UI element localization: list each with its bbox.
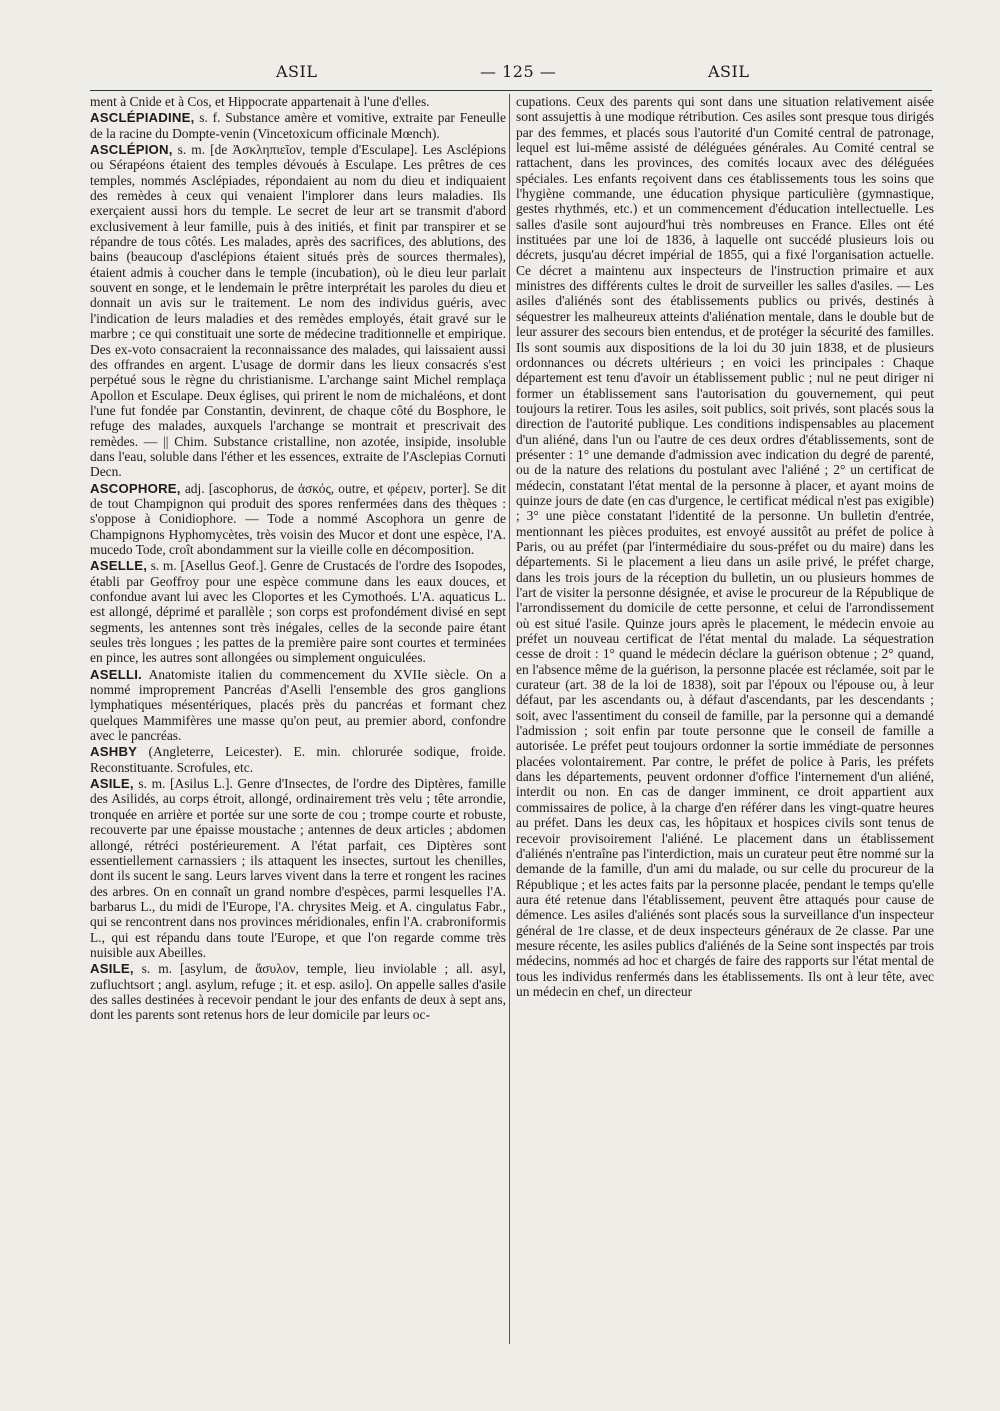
headword: ASCLÉPION, xyxy=(90,142,173,158)
headword: ASILE, xyxy=(90,776,134,792)
entry-body: Anatomiste italien du commencement du XVIIe siècle. On a nommé improprement Pancréas d'Aselli l'ensemble des gros ganglions lymphatiques mésentériques, placés près du pancréas et formant chez quelques Mammifères une masse qu'on peut, au premier abord, confondre avec le pancréas. xyxy=(90,666,506,744)
headword: ASELLE, xyxy=(90,558,148,574)
entry-body: adj. [ascophorus, de ἀσκός, outre, et φέρειν, porter]. Se dit de tout Champignon qui produit des spores renfermées dans des thèques : s'oppose à Conidiophore. — Tode a nommé Ascophora un genre de Champignons Hyphomycètes, très voisin des Mucor et dont une espèce, l'A. mucedo Tode, croît abondamment sur la vieille colle en décomposition. xyxy=(90,480,506,557)
headword: ASELLI. xyxy=(90,666,142,682)
entry-asile-insect xyxy=(90,776,506,960)
entry-continuation: ment à Cnide et à Cos, et Hippocrate appartenait à l'une d'elles. xyxy=(90,94,430,109)
headword: ASHBY xyxy=(90,744,138,760)
entry-body: s. f. Substance amère et vomitive, extraite par Feneulle de la racine du Dompte-venin (Vincetoxicum officinale Mœnch). xyxy=(90,110,506,141)
entry-ascophore xyxy=(90,481,506,558)
column-divider xyxy=(509,94,510,1344)
right-column xyxy=(516,94,934,1354)
left-column xyxy=(90,94,506,1354)
entry-aselli xyxy=(90,667,506,744)
header-rule xyxy=(90,90,932,91)
running-header xyxy=(88,62,934,86)
entry-body: (Angleterre, Leicester). E. min. chlorurée sodique, froide. Reconstituante. Scrofules, etc. xyxy=(90,744,506,775)
headword: ASILE, xyxy=(90,961,134,977)
headword: ASCLÉPIADINE, xyxy=(90,110,195,126)
entry-asclepiadine xyxy=(90,110,506,141)
entry-aselle xyxy=(90,558,506,665)
entry-ashby xyxy=(90,744,506,775)
page-number: — 125 — xyxy=(480,62,557,81)
headword: ASCOPHORE, xyxy=(90,480,181,496)
entry-continuation: cupations. Ceux des parents qui sont dans une situation relativement aisée sont assujettis à une modique rétribution. Ces asiles sont presque tous dirigés par des femmes, et placés sous l'autorité d'un Comité central de patronage, lequel est lui-même assisté de déléguées générales. Au Comité central se rattachent, dans les provinces, des comités locaux avec des déléguées spéciales. Les enfants reçoivent dans ces établissements tous les soins que l'hygiène commande, une éducation physique particulière (gymnastique, gestes rhythmés, etc.) et un commencement d'éducation intellectuelle. Les salles d'asile sont aujourd'hui très nombreuses en France. Elles ont été instituées par une loi de 1836, à laquelle ont succédé plusieurs lois ou décrets, jusqu'au décret impérial de 1855, qui a fixé l'organisation actuelle. Ce décret a maintenu aux inspecteurs de l'instruction primaire et aux ministres des différents cultes le droit de surveiller les salles d'asiles. — Les asiles d'aliénés sont des établissements publics ou privés, destinés à séquestrer les malheureux atteints d'aliénation mentale, dans le double but de leur assurer des secours bien entendus, et de protéger la sécurité des familles. Ils sont soumis aux dispositions de la loi du 30 juin 1838, et de plusieurs ordonnances ou décrets ultérieurs ; en voici les principales : Chaque département est tenu d'avoir un établissement public ; nul ne peut diriger ni former un établissement sans l'autorisation du gouvernement, qui peut toujours la retirer. Tous les asiles, soit publics, soit privés, sont placés sous la direction de l'autorité publique. Les conditions indispensables au placement d'un aliéné, dans l'un ou l'autre de ces deux ordres d'établissements, sont de présenter : 1° une demande d'admission avec indication du degré de parenté, ou de la nature des relations du postulant avec l'aliéné ; 2° un certificat de médecin, constatant l'état mental de la personne à placer, et ayant moins de quinze jours de date (en cas d'urgence, le certificat médical n'est pas exigible) ; 3° une pièce constatant l'identité de la personne. Un bulletin d'entrée, mentionnant les pièces produites, est envoyé aussitôt au préfet de police à Paris, ou au préfet (par l'intermédiaire du sous-préfet ou du maire) dans les départements. Si le placement a lieu dans un asile privé, le préfet charge, dans les trois jours de la réception du bulletin, un ou plusieurs hommes de l'art de visiter la personne désignée, et avise le procureur de la République de l'arrondissement du domicile de cette personne, et celui de l'arrondissement où est situé l'asile. Quinze jours après le placement, le médecin envoie au préfet un nouveau certificat de l'état mental du malade. La séquestration cesse de droit : 1° quand le médecin déclare la guérison obtenue ; 2° quand, en l'absence même de la guérison, la personne placée est réclamée, soit par le curateur (art. 38 de la loi de 1838), soit par l'époux ou l'épouse ou, à leur défaut, par les ascendants ou, à défaut d'ascendants, par les descendants ; soit, avec l'assentiment du conseil de famille, par la personne qui a demandé l'admission ; soit enfin par toute personne que le conseil de famille a autorisée. Le préfet peut toujours ordonner la sortie immédiate de personnes placées volontairement. Par contre, le préfet de police à Paris, les préfets dans les départements, peuvent ordonner d'office l'internement d'un aliéné, interdit ou non. En cas de danger imminent, ce droit appartient aux commissaires de police, à la charge d'en référer dans les vingt-quatre heures au préfet. Dans les deux cas, les hôpitaux et hospices civils sont tenus de recevoir provisoirement l'aliéné. Le placement dans un établissement d'aliénés n'entraîne pas l'interdiction, mais un curateur peut être nommé sur la demande de la famille, d'un ami du malade, ou sur celle du procureur de la République ; et les actes faits par la personne placée, pendant le temps qu'elle aura été retenue dans l'établissement, peuvent être attaqués pour cause de démence. Les asiles d'aliénés sont placés sous la surveillance d'un inspecteur général de 1re classe, et de deux inspecteurs généraux de 2e classe. Par une mesure récente, les asiles publics d'aliénés de la Seine sont inspectés par trois médecins, nommés ad hoc et chargés de faire des rapports sur l'état mental de tous les individus renfermés dans les établissements. Ils ont à leur tête, avec un médecin en chef, un directeur xyxy=(516,94,934,999)
entry-asclepion xyxy=(90,142,506,480)
entry-body: s. m. [Asellus Geof.]. Genre de Crustacés de l'ordre des Isopodes, établi par Geoffroy pour une espèce commune dans les eaux douces, et confondue avant lui avec les Cloportes et les Cymothoés. L'A. aquaticus L. est allongé, déprimé et parallèle ; son corps est profondément divisé en sept segments, les antennes sont très inégales, celles de la seconde paire étant seules très longues ; les pattes de la première paire sont courtes et terminées en pince, les autres sont allongées ou simplement onguiculées. xyxy=(90,558,506,666)
entry-asile-refuge xyxy=(90,961,506,1022)
entry-body: s. m. [asylum, de ἄσυλον, temple, lieu inviolable ; all. asyl, zufluchtsort ; angl. asylum, refuge ; it. et esp. asilo]. On appelle salles d'asile des salles destinées à recevoir pendant le jour des enfants de deux à sept ans, dont les parents sont retenus hors de leur domicile par leurs oc- xyxy=(90,961,506,1023)
header-left-word: ASIL xyxy=(276,62,318,81)
entry-body: s. m. [de Ἀσκληπιεῖον, temple d'Esculape]. Les Asclépions ou Sérapéons étaient des temples dévoués à Esculape. Les prêtres de ces temples, nommés Asclépiades, répondaient au nom du dieu et indiquaient des remèdes à ceux qui venaient l'implorer dans leurs maladies. Ils exerçaient aussi hors du temple. Le secret de leur art se transmit d'abord exclusivement à leur famille, puis à des initiés, et finit par transpirer et se répandre de tous côtés. Les malades, après des sacrifices, des ablutions, des bains (beaucoup d'asclépions étaient situés près de sources thermales), étaient admis à coucher dans le temple (incubation), où le dieu leur parlait souvent en songe, et le lendemain le prêtre interprétait les paroles du dieu et donnait un avis sur le traitement. Le nom des individus guéris, avec l'indication de leurs maladies et des remèdes employés, était gravé sur le marbre ; ce qui constituait une sorte de médecine traditionnelle et empirique. Des ex-voto consacraient la reconnaissance des malades, qui laissaient aussi des offrandes en argent. L'usage de dormir dans les lieux consacrés s'est perpétué sous le règne du christianisme. L'archange saint Michel remplaça Apollon et Esculape. Deux églises, qui prirent le nom de michaléons, et dont l'une fut fondée par Constantin, devinrent, de chaque côté du Bosphore, le refuge des malades, auxquels l'archange se montrait et prescrivait des remèdes. — || Chim. Substance cristalline, non azotée, insipide, insoluble dans l'eau, soluble dans l'éther et les essences, extraite de l'Asclepias Cornuti Decn. xyxy=(90,142,506,480)
entry-body: s. m. [Asilus L.]. Genre d'Insectes, de l'ordre des Diptères, famille des Asilidés, au corps étroit, allongé, ordinairement très velu ; tête arrondie, tronquée en arrière et portée sur une sorte de cou ; trompe courte et robuste, recouverte par une épaisse moustache ; antennes de deux articles ; abdomen allongé, rétréci postérieurement. A l'état parfait, ces Diptères sont essentiellement carnassiers ; ils attaquent les insectes, surtout les chenilles, dont ils sucent le sang. Leurs larves vivent dans la terre et rongent les racines des arbres. On en connaît un grand nombre d'espèces, parmi lesquelles l'A. barbarus L., du midi de l'Europe, l'A. chrysites Meig. et A. cingulatus Fabr., qui se rencontrent dans nos provinces méridionales, enfin l'A. crabroniformis L., qui est répandu dans toute l'Europe, et que l'on regarde comme très nuisible aux Abeilles. xyxy=(90,776,506,960)
header-right-word: ASIL xyxy=(708,62,750,81)
